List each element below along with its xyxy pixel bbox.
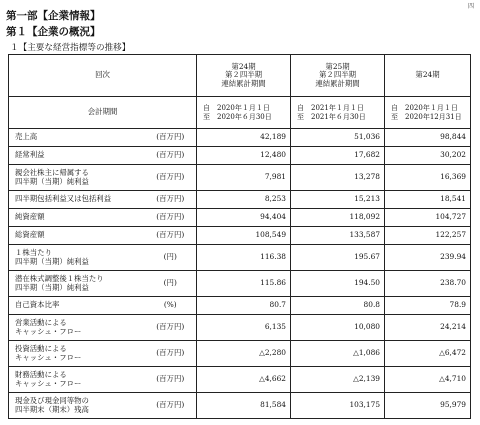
- row-label: [9, 191, 145, 209]
- value-cell: 30,202: [385, 147, 471, 165]
- row-label: [9, 315, 145, 341]
- row-label-line: 経常利益: [15, 150, 45, 160]
- value-cell: △2,139: [291, 367, 385, 393]
- period-0: 自 2020年１月１日 至 2020年６月30日: [197, 97, 291, 129]
- table-row: [9, 271, 471, 297]
- header-label: 回次: [9, 55, 197, 97]
- row-label: [9, 341, 145, 367]
- value-cell: 18,541: [385, 191, 471, 209]
- row-unit: (百万円): [145, 165, 197, 191]
- value-cell: 108,549: [197, 227, 291, 245]
- row-label: [9, 367, 145, 393]
- row-label-line: キャッシュ・フロー: [15, 378, 82, 388]
- value-cell: 95,979: [385, 393, 471, 419]
- table-row: [9, 191, 471, 209]
- row-unit: (百万円): [145, 315, 197, 341]
- table-row: [9, 129, 471, 147]
- row-unit: (%): [145, 297, 197, 315]
- value-cell: △1,086: [291, 341, 385, 367]
- row-unit: (円): [145, 245, 197, 271]
- row-label-line: 親会社株主に帰属する: [15, 167, 89, 177]
- value-cell: 78.9: [385, 297, 471, 315]
- table-row: [9, 245, 471, 271]
- row-unit: (円): [145, 271, 197, 297]
- section-heading: 第一部【企業情報】: [6, 10, 101, 22]
- value-cell: 80.7: [197, 297, 291, 315]
- row-unit: (百万円): [145, 227, 197, 245]
- value-cell: 104,727: [385, 209, 471, 227]
- row-label-line: 四半期（当期）純利益: [15, 282, 89, 292]
- value-cell: 116.38: [197, 245, 291, 271]
- value-cell: 239.94: [385, 245, 471, 271]
- value-cell: 42,189: [197, 129, 291, 147]
- column-header-line: 第２四半期: [225, 70, 262, 80]
- column-header-line: 第２四半期: [319, 70, 356, 80]
- row-label: [9, 165, 145, 191]
- value-cell: 115.86: [197, 271, 291, 297]
- period-2: 自 2020年１月１日 至 2020年12月31日: [385, 97, 471, 129]
- period-label: 会計期間: [9, 97, 197, 129]
- row-unit: (百万円): [145, 191, 197, 209]
- value-cell: 13,278: [291, 165, 385, 191]
- row-label-line: 自己資本比率: [15, 300, 60, 310]
- row-label-line: 財務活動による: [15, 369, 67, 379]
- row-label-line: １株当たり: [15, 247, 52, 257]
- row-label: [9, 209, 145, 227]
- value-cell: 98,844: [385, 129, 471, 147]
- row-unit: (百万円): [145, 341, 197, 367]
- row-unit: (百万円): [145, 147, 197, 165]
- column-header-1: [291, 55, 385, 97]
- row-label-line: 営業活動による: [15, 317, 67, 327]
- row-unit: (百万円): [145, 367, 197, 393]
- column-header-line: 第24期: [231, 61, 256, 71]
- header-row: [9, 55, 471, 97]
- page-number: 四: [467, 3, 474, 10]
- financial-indicators-table: [8, 54, 471, 419]
- column-header-line: 連結累計期間: [315, 78, 360, 88]
- value-cell: 80.8: [291, 297, 385, 315]
- table-row: [9, 147, 471, 165]
- row-unit: (百万円): [145, 209, 197, 227]
- row-label-line: キャッシュ・フロー: [15, 352, 82, 362]
- value-cell: 94,404: [197, 209, 291, 227]
- value-cell: 118,092: [291, 209, 385, 227]
- row-label: [9, 271, 145, 297]
- value-cell: 194.50: [291, 271, 385, 297]
- column-header-line: 連結累計期間: [221, 78, 266, 88]
- table-row: [9, 393, 471, 419]
- value-cell: 51,036: [291, 129, 385, 147]
- row-label: [9, 245, 145, 271]
- value-cell: 7,981: [197, 165, 291, 191]
- value-cell: △4,662: [197, 367, 291, 393]
- value-cell: △2,280: [197, 341, 291, 367]
- table-row: [9, 227, 471, 245]
- table-row: [9, 165, 471, 191]
- subsection-heading: １【主要な経営指標等の推移】: [10, 43, 131, 53]
- table-row: [9, 367, 471, 393]
- column-header-line: 第25期: [325, 61, 350, 71]
- row-label-line: 投資活動による: [15, 343, 67, 353]
- row-label: [9, 297, 145, 315]
- row-label-line: 四半期末（期末）残高: [15, 404, 89, 414]
- row-unit: (百万円): [145, 129, 197, 147]
- row-label-line: 四半期包括利益又は包括利益: [15, 194, 112, 204]
- column-header-2: [385, 55, 471, 97]
- value-cell: △6,472: [385, 341, 471, 367]
- row-label-line: 四半期（当期）純利益: [15, 176, 89, 186]
- value-cell: △4,710: [385, 367, 471, 393]
- row-label-line: 売上高: [15, 132, 38, 142]
- value-cell: 81,584: [197, 393, 291, 419]
- table-row: [9, 341, 471, 367]
- row-label-line: 現金及び現金同等物の: [15, 395, 89, 405]
- row-label: [9, 393, 145, 419]
- value-cell: 16,369: [385, 165, 471, 191]
- value-cell: 103,175: [291, 393, 385, 419]
- row-label-line: 潜在株式調整後１株当たり: [15, 273, 104, 283]
- row-label-line: 四半期（当期）純利益: [15, 256, 89, 266]
- value-cell: 12,480: [197, 147, 291, 165]
- period-1: 自 2021年１月１日 至 2021年６月30日: [291, 97, 385, 129]
- value-cell: 8,253: [197, 191, 291, 209]
- value-cell: 15,213: [291, 191, 385, 209]
- column-header-line: 第24期: [415, 70, 440, 80]
- value-cell: 6,135: [197, 315, 291, 341]
- chapter-heading: 第１【企業の概況】: [6, 26, 101, 38]
- value-cell: 133,587: [291, 227, 385, 245]
- period-row: [9, 97, 471, 129]
- row-label: [9, 129, 145, 147]
- value-cell: 238.70: [385, 271, 471, 297]
- column-header-0: [197, 55, 291, 97]
- row-label-line: 総資産額: [15, 230, 45, 240]
- value-cell: 122,257: [385, 227, 471, 245]
- value-cell: 24,214: [385, 315, 471, 341]
- table-row: [9, 209, 471, 227]
- row-unit: (百万円): [145, 393, 197, 419]
- row-label: [9, 227, 145, 245]
- table-row: [9, 315, 471, 341]
- row-label: [9, 147, 145, 165]
- value-cell: 17,682: [291, 147, 385, 165]
- value-cell: 10,080: [291, 315, 385, 341]
- value-cell: 195.67: [291, 245, 385, 271]
- row-label-line: キャッシュ・フロー: [15, 326, 82, 336]
- table-row: [9, 297, 471, 315]
- row-label-line: 純資産額: [15, 212, 45, 222]
